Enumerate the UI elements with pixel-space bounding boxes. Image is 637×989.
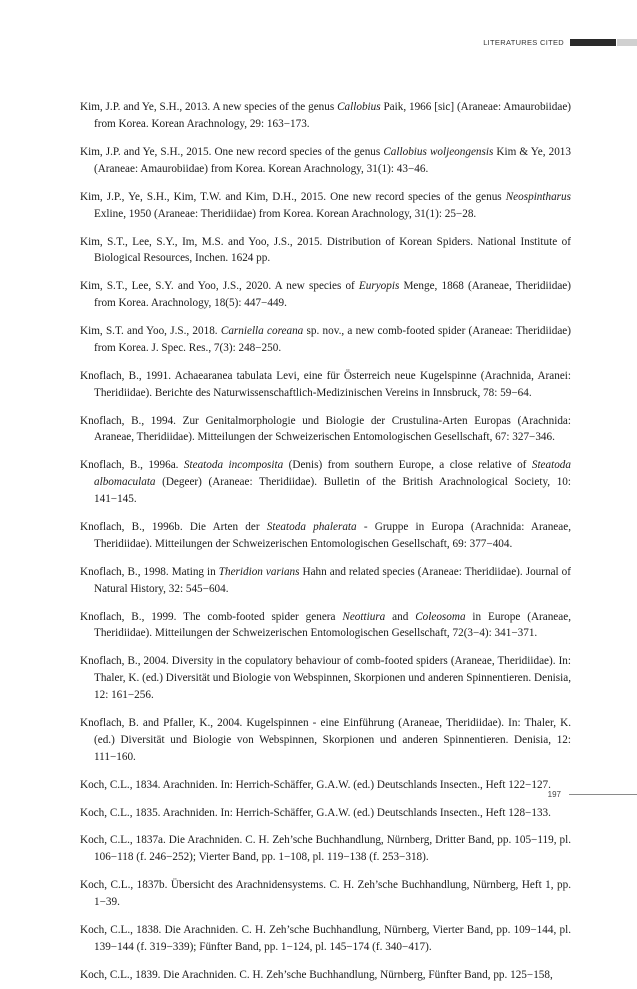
reference-text: Knoflach, B., 1994. Zur Genitalmorphologie und Biologie der Crustulina-Arten Europas (Arachnida: Araneae, Theridiidae). Mitteilungen der Schweizerischen Entomologischen Gesellschaft, 67: 327−346.	[80, 414, 571, 444]
reference-entry	[80, 715, 571, 765]
reference-text: Kim, J.P. and Ye, S.H., 2013. A new species of the genus	[80, 101, 338, 114]
reference-text: Paik, 1966 [sic] (Araneae: Amaurobiidae) from Korea. Korean Arachnology, 29: 163−173.	[94, 101, 572, 130]
reference-entry	[80, 877, 571, 911]
reference-text: Kim, J.P., Ye, S.H., Kim, T.W. and Kim, D.H., 2015. One new record species of the genus	[80, 190, 506, 203]
reference-entry	[80, 922, 571, 956]
reference-taxon: Steatoda incomposita	[183, 459, 284, 472]
reference-entry	[80, 832, 571, 866]
reference-entry	[80, 278, 571, 312]
reference-taxon: Neospintharus	[505, 190, 571, 203]
reference-entry	[80, 144, 571, 178]
page-footer	[548, 790, 637, 799]
footer-rule	[569, 794, 637, 795]
reference-text: in Europe (Araneae, Theridiidae). Mitteilungen der Schweizerischen Entomologischen Gesellschaft, 72(3−4): 341−371.	[94, 610, 572, 640]
reference-text: Kim & Ye, 2013 (Araneae: Amaurobiidae) from Korea. Korean Arachnology, 31(1): 43−46.	[94, 145, 571, 175]
running-header	[483, 38, 637, 47]
reference-taxon: Steatoda albomaculata	[94, 459, 571, 489]
reference-entry	[80, 413, 571, 447]
reference-list	[80, 88, 571, 989]
header-bar-light	[617, 39, 637, 46]
reference-text: (Degeer) (Araneae: Theridiidae). Bulletin of the British Arachnological Society, 10: 141−145.	[94, 476, 571, 506]
reference-text: (Denis) from southern Europe, a close relative of	[283, 459, 532, 472]
reference-text: Koch, C.L., 1838. Die Arachniden. C. H. Zeh’sche Buchhandlung, Nürnberg, Vierter Band, pp. 109−144, pl. 139−144 (f. 319−339); Fünfter Band, pp. 1−124, pl. 145−174 (f. 340−417).	[80, 924, 571, 953]
reference-text: Koch, C.L., 1839. Die Arachniden. C. H. Zeh’sche Buchhandlung, Nürnberg, Fünfter Band, pp. 125−158,	[80, 968, 553, 981]
reference-text: Knoflach, B. and Pfaller, K., 2004. Kugelspinnen - eine Einführung (Araneae, Theridiidae). In: Thaler, K. (ed.) Diversität und Biologie von Webspinnen, Skorpionen und anderen Spinnentieren. Denisia, 12: 111−160.	[80, 716, 571, 763]
reference-entry	[80, 967, 571, 984]
reference-entry	[80, 609, 571, 643]
reference-taxon: Steatoda phalerata	[266, 521, 357, 534]
reference-text: Knoflach, B., 1998. Mating in	[80, 565, 219, 578]
section-label: LITERATURES CITED	[483, 38, 564, 47]
reference-taxon: Callobius woljeongensis	[383, 145, 494, 158]
reference-text: Koch, C.L., 1837b. Übersicht des Arachnidensystems. C. H. Zeh’sche Buchhandlung, Nürnberg, Heft 1, pp. 1−39.	[80, 879, 571, 909]
reference-text: Kim, S.T. and Yoo, J.S., 2018.	[80, 325, 221, 338]
reference-entry	[80, 189, 571, 223]
reference-text: Knoflach, B., 1991. Achaearanea tabulata Levi, eine für Österreich neue Kugelspinne (Arachnida, Aranei: Theridiidae). Berichte des Naturwissenschaftlich-Medizinischen Vereins in Innsbruck, 78: 59−64.	[80, 369, 571, 399]
reference-text: - Gruppe in Europa (Arachnida: Araneae, Theridiidae). Mitteilungen der Schweizerischen Entomologischen Gesellschaft, 69: 377−404.	[94, 521, 571, 550]
reference-text: Koch, C.L., 1835. Arachniden. In: Herrich-Schäffer, G.A.W. (ed.) Deutschlands Insecten., Heft 128−133.	[80, 806, 551, 819]
page-number: 197	[547, 790, 561, 799]
reference-taxon: Callobius	[337, 101, 381, 114]
reference-text: Exline, 1950 (Araneae: Theridiidae) from Korea. Korean Arachnology, 31(1): 25−28.	[94, 207, 477, 220]
reference-text: and	[385, 610, 416, 623]
reference-taxon: Neottiura	[342, 610, 386, 623]
reference-text: Knoflach, B., 1999. The comb-footed spider genera	[80, 610, 343, 623]
reference-text: Koch, C.L., 1837a. Die Arachniden. C. H. Zeh’sche Buchhandlung, Nürnberg, Dritter Band, pp. 105−119, pl. 106−118 (f. 246−252); Vierter Band, pp. 1−108, pl. 119−138 (f. 253−318).	[80, 834, 571, 864]
reference-entry	[80, 368, 571, 402]
reference-entry	[80, 653, 571, 703]
reference-entry	[80, 564, 571, 598]
reference-text: Knoflach, B., 1996b. Die Arten der	[80, 521, 267, 534]
reference-text: Knoflach, B., 2004. Diversity in the copulatory behaviour of comb-footed spiders (Araneae, Theridiidae). In: Thaler, K. (ed.) Diversität und Biologie von Webspinnen, Skorpionen und anderen Spinnentieren. Denisia, 12: 161−256.	[80, 655, 571, 701]
reference-entry	[80, 457, 571, 507]
reference-entry	[80, 99, 571, 133]
reference-text: Menge, 1868 (Araneae, Theridiidae) from Korea. Arachnology, 18(5): 447−449.	[94, 280, 571, 310]
reference-taxon: Coleosoma	[415, 610, 466, 623]
reference-entry	[80, 234, 571, 268]
reference-taxon: Euryopis	[358, 280, 400, 293]
reference-text: sp. nov., a new comb-footed spider (Araneae: Theridiidae) from Korea. J. Spec. Res., 7(3): 248−250.	[94, 325, 571, 354]
reference-text: Knoflach, B., 1996a.	[80, 459, 184, 472]
reference-entry	[80, 519, 571, 553]
reference-taxon: Theridion varians	[218, 565, 300, 578]
reference-entry	[80, 777, 571, 794]
reference-entry	[80, 805, 571, 822]
reference-text: Kim, S.T., Lee, S.Y. and Yoo, J.S., 2020. A new species of	[80, 280, 359, 293]
reference-entry	[80, 323, 571, 357]
header-bar-dark	[570, 39, 616, 46]
reference-text: Koch, C.L., 1834. Arachniden. In: Herrich-Schäffer, G.A.W. (ed.) Deutschlands Insecten., Heft 122−127.	[80, 778, 551, 791]
reference-text: Kim, J.P. and Ye, S.H., 2015. One new record species of the genus	[80, 145, 384, 158]
reference-taxon: Carniella coreana	[220, 325, 304, 338]
reference-text: Hahn and related species (Araneae: Theridiidae). Journal of Natural History, 32: 545−604.	[94, 565, 571, 595]
reference-text: Kim, S.T., Lee, S.Y., Im, M.S. and Yoo, J.S., 2015. Distribution of Korean Spiders. National Institute of Biological Resources, Inchen. 1624 pp.	[80, 235, 571, 265]
